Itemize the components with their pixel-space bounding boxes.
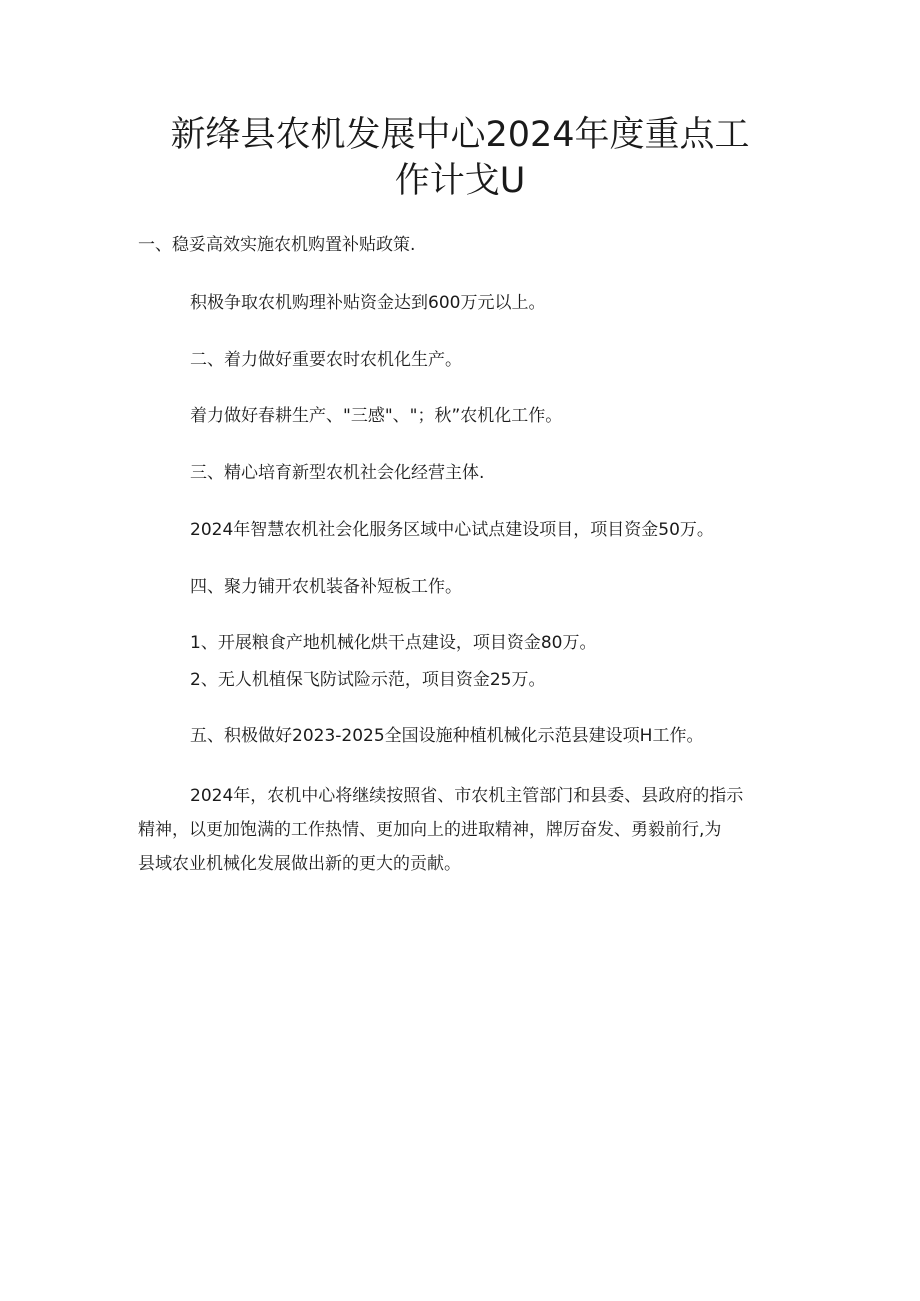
section-item-1: 积极争取农机购理补贴资金达到600万元以上。: [190, 293, 546, 313]
title-line-2: 作计戈U: [394, 161, 526, 201]
title-line-1: 新绛县农机发展中心2024年度重点工: [170, 115, 750, 155]
document-title: [130, 112, 790, 204]
closing-line-3: 县域农业机械化发展做出新的更大的贡献。: [138, 854, 461, 874]
section-heading-4: 四、聚力铺开农机装备补短板工作。: [190, 577, 462, 597]
closing-paragraph: [138, 779, 783, 881]
section-heading-1: 一、稳妥高效实施农机购置补贴政策.: [138, 235, 416, 255]
section-item-3: 2024年智慧农机社会化服务区域中心试点建设项目，项目资金50万。: [190, 520, 714, 540]
section-item-2: 着力做好春耕生产、"三感"、"；秋”农机化工作。: [190, 406, 563, 426]
closing-line-1: 2024年，农机中心将继续按照省、市农机主管部门和县委、县政府的指示: [190, 786, 744, 806]
section-item-4a: 1、开展粮食产地机械化烘干点建设，项目资金80万。: [190, 633, 597, 653]
section-heading-2: 二、着力做好重要农时农机化生产。: [190, 350, 462, 370]
closing-line-2: 精神，以更加饱满的工作热情、更加向上的进取精神，牌厉奋发、勇毅前行,为: [138, 820, 722, 840]
section-heading-5: 五、积极做好2023-2025全国设施种植机械化示范县建设项H工作。: [190, 726, 704, 746]
section-item-4b: 2、无人机植保飞防试险示范，项目资金25万。: [190, 670, 546, 690]
section-heading-3: 三、精心培育新型农机社会化经营主体.: [190, 463, 485, 483]
